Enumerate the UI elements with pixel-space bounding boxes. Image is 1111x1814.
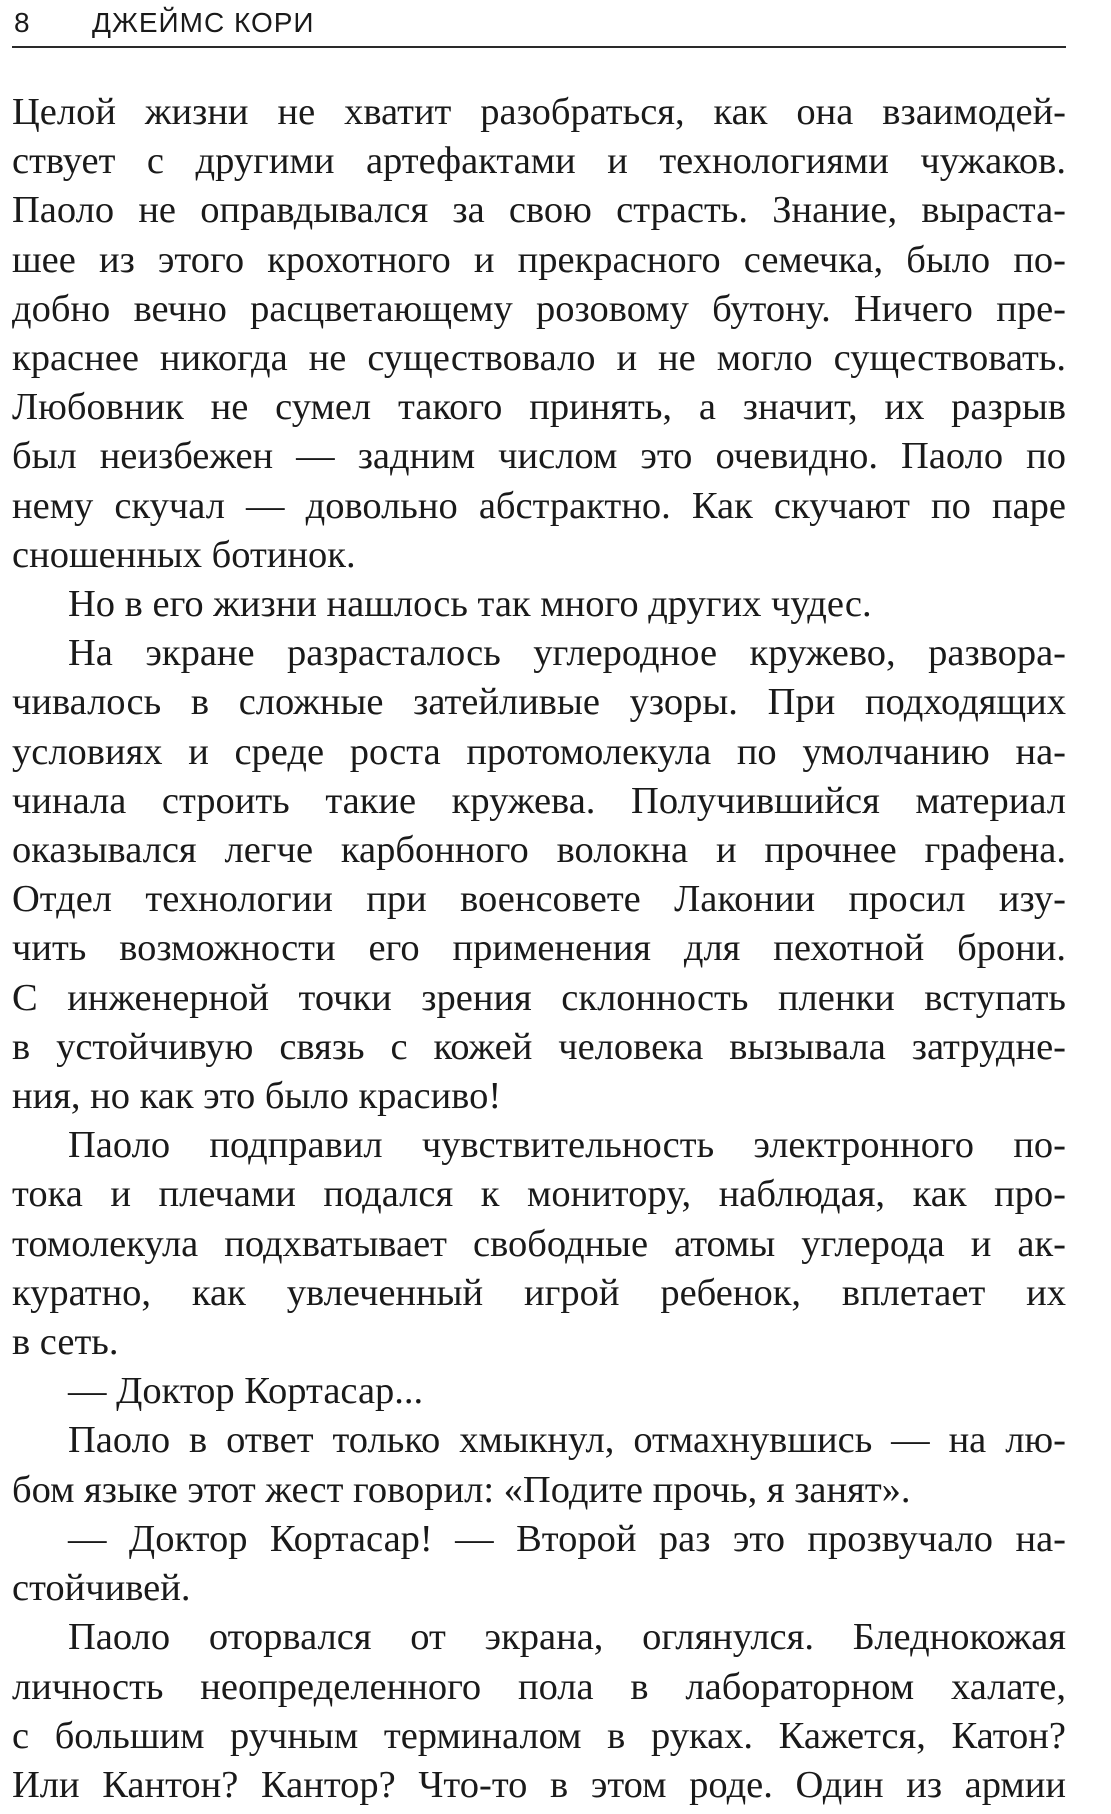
- text-line: Любовник не сумел такого принять, а значит, их разрыв: [12, 386, 1066, 429]
- text-line: добно вечно расцветающему розовому бутону. Ничего пре-: [12, 287, 1066, 330]
- text-line: Паоло не оправдывался за свою страсть. Знание, выраста-: [12, 189, 1066, 232]
- text-line: оказывался легче карбонного волокна и прочнее графена.: [12, 829, 1066, 872]
- text-line: томолекула подхватывает свободные атомы углерода и ак-: [12, 1222, 1066, 1265]
- text-line: чить возможности его применения для пехотной брони.: [12, 927, 1066, 970]
- text-line: — Доктор Кортасар! — Второй раз это прозвучало на-: [68, 1517, 1066, 1560]
- text-line: Паоло в ответ только хмыкнул, отмахнувшись — на лю-: [68, 1419, 1066, 1462]
- body-text: [12, 88, 1066, 1810]
- text-line: в устойчивую связь с кожей человека вызывала затрудне-: [12, 1025, 1066, 1068]
- text-line: шее из этого крохотного и прекрасного семечка, было по-: [12, 238, 1066, 281]
- text-line: личность неопределенного пола в лабораторном халате,: [12, 1665, 1066, 1708]
- text-line: нему скучал — довольно абстрактно. Как скучают по паре: [12, 484, 1066, 527]
- text-line: — Доктор Кортасар...: [68, 1370, 424, 1413]
- text-line: условиях и среде роста протомолекула по умолчанию на-: [12, 730, 1066, 773]
- text-line: в сеть.: [12, 1321, 119, 1364]
- text-line: чинала строить такие кружева. Получившийся материал: [12, 779, 1066, 822]
- text-line: На экране разрасталось углеродное кружево, развора-: [68, 632, 1066, 675]
- text-line: тока и плечами подался к монитору, наблюдая, как про-: [12, 1173, 1066, 1216]
- text-line: сношенных ботинок.: [12, 533, 356, 576]
- text-line: ния, но как это было красиво!: [12, 1075, 502, 1118]
- text-line: краснее никогда не существовало и не могло существовать.: [12, 337, 1066, 380]
- text-line: Целой жизни не хватит разобраться, как она взаимодей-: [12, 91, 1066, 133]
- text-line: с большим ручным терминалом в руках. Кажется, Катон?: [12, 1714, 1066, 1757]
- page-number: 8: [14, 7, 31, 38]
- running-head: [12, 0, 1066, 48]
- text-line: стойчивей.: [12, 1567, 191, 1610]
- running-head-author: ДЖЕЙМС КОРИ: [92, 7, 315, 38]
- text-line: Паоло оторвался от экрана, оглянулся. Бледнокожая: [68, 1616, 1066, 1659]
- text-line: Или Кантон? Кантор? Что-то в этом роде. Один из армии: [12, 1763, 1066, 1806]
- text-line: С инженерной точки зрения склонность пленки вступать: [12, 976, 1066, 1019]
- text-line: бом языке этот жест говорил: «Подите прочь, я занят».: [12, 1468, 911, 1511]
- text-line: был неизбежен — задним числом это очевидно. Паоло по: [12, 435, 1066, 478]
- text-line: Паоло подправил чувствительность электронного по-: [68, 1124, 1066, 1167]
- text-line: Отдел технологии при военсовете Лаконии просил изу-: [12, 878, 1066, 921]
- book-page: [12, 0, 1066, 1810]
- text-line: Но в его жизни нашлось так много других чудес.: [68, 583, 872, 626]
- text-line: чивалось в сложные затейливые узоры. При подходящих: [12, 681, 1066, 724]
- text-line: куратно, как увлеченный игрой ребенок, вплетает их: [12, 1271, 1066, 1314]
- text-line: ствует с другими артефактами и технологиями чужаков.: [12, 140, 1066, 183]
